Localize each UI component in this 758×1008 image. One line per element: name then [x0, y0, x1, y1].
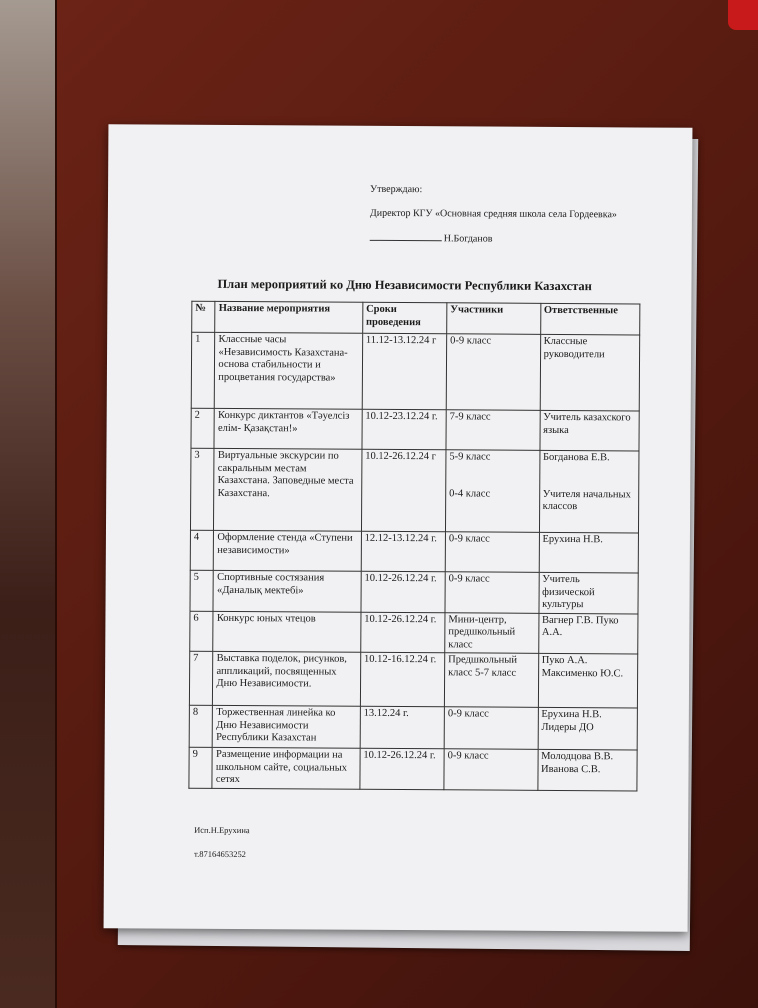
table-header-row: [192, 301, 640, 335]
row-participants: 7-9 класс: [446, 410, 540, 451]
row-participants: 0-9 класс: [445, 532, 539, 573]
row-event-name: Конкурс юных чтецов: [213, 611, 361, 652]
participants-group-1: 5-9 класс: [449, 451, 491, 463]
header-event-name: Название мероприятия: [215, 301, 363, 333]
header-participants: Участники: [447, 303, 541, 335]
row-dates: 10.12-16.12.24 г.: [360, 652, 445, 707]
row-number: 6: [190, 611, 214, 652]
approval-name: Н.Богданов: [443, 233, 493, 245]
background-red-object: [728, 0, 758, 30]
document-title: План мероприятий ко Дню Независимости Республики Казахстан: [217, 276, 592, 294]
row-number: 1: [191, 332, 215, 408]
row-event-name: Торжественная линейка ко Дню Независимости Республики Казахстан: [213, 705, 361, 748]
row-number: 8: [189, 705, 213, 747]
row-responsible: Классные руководители: [540, 334, 640, 411]
header-responsible: Ответственные: [540, 303, 640, 335]
row-dates: 10.12-26.12.24 г.: [361, 612, 445, 653]
events-table: [188, 301, 640, 791]
row-dates: 10.12-26.12.24 г.: [361, 571, 445, 612]
row-number: 2: [191, 408, 215, 448]
row-event-name: Размещение информации на школьном сайте, социальных сетях: [212, 747, 360, 788]
approval-header: Утверждаю:: [370, 183, 423, 196]
row-dates: 11.12-13.12.24 г: [362, 333, 447, 410]
row-event-name: Выставка поделок, рисунков, аппликаций, посвященных Дню Независимости.: [213, 651, 361, 706]
row-dates: 10.12-23.12.24 г.: [362, 409, 446, 450]
row-responsible: Молодцова В.В. Иванова С.В.: [537, 749, 637, 790]
row-number: 3: [190, 448, 214, 530]
row-event-name: Оформление стенда «Ступени независимости»: [214, 530, 362, 571]
row-responsible: Учитель казахского языка: [540, 410, 640, 451]
table-row: [189, 747, 637, 790]
header-number: №: [192, 301, 216, 332]
row-dates: 10.12-26.12.24 г: [361, 449, 446, 532]
table-row: [190, 611, 638, 654]
table-row: [190, 530, 638, 573]
table-row: [190, 448, 638, 533]
participants-group-2: 0-4 класс: [449, 487, 491, 500]
row-number: 9: [189, 747, 213, 788]
row-dates: 12.12-13.12.24 г.: [361, 531, 445, 572]
row-participants: 0-9 класс: [444, 749, 538, 790]
row-number: 5: [190, 570, 214, 611]
row-event-name: Конкурс диктантов «Тәуелсіз елім- Қазақстан!»: [214, 408, 362, 449]
row-responsible: Вагнер Г.В. Пуко А.А.: [538, 613, 638, 654]
document-page: [104, 124, 693, 932]
row-responsible: Пуко А.А. Максименко Ю.С.: [538, 653, 638, 708]
row-participants: 0-9 класс: [444, 707, 538, 750]
table-row: [191, 408, 639, 451]
row-number: 4: [190, 530, 214, 570]
table-row: [189, 705, 637, 750]
row-event-name: Виртуальные экскурсии по сакральным местам Казахстана. Заповедные места Казахстана.: [214, 448, 362, 531]
executor-note: Исп.Н.Ерухина: [194, 824, 250, 836]
row-participants: 0-9 класс: [445, 572, 539, 613]
row-responsible: Учитель физической культуры: [539, 572, 639, 613]
table-row: [190, 570, 638, 613]
table-row: [191, 332, 639, 411]
phone-note: т.87164653252: [193, 848, 246, 860]
responsible-group-2: Учителя начальных классов: [542, 488, 631, 513]
responsible-group-1: Богданова Е.В.: [542, 451, 610, 464]
row-responsible: Ерухина Н.В. Лидеры ДО: [538, 707, 638, 750]
signature-line: [370, 240, 442, 241]
row-participants: Мини-центр, предшкольный класс: [445, 612, 539, 653]
row-responsible: [539, 450, 639, 533]
row-number: 7: [189, 651, 213, 705]
row-event-name: Спортивные состязания «Даналық мектебі»: [213, 570, 361, 611]
row-event-name: Классные часы «Независимость Казахстана- основа стабильности и процветания государства»: [215, 332, 363, 409]
row-dates: 10.12-26.12.24 г.: [360, 748, 444, 789]
approval-signature: [370, 233, 493, 245]
row-participants: Предшкольный класс 5-7 класс: [444, 653, 538, 708]
approval-director: Директор КГУ «Основная средняя школа села Гордеевка»: [369, 207, 617, 221]
row-responsible: Ерухина Н.В.: [539, 532, 639, 573]
row-participants: 0-9 класс: [446, 334, 540, 411]
table-row: [189, 651, 637, 708]
row-participants: [445, 450, 539, 533]
row-dates: 13.12.24 г.: [360, 706, 444, 749]
header-dates: Сроки проведения: [362, 302, 446, 334]
